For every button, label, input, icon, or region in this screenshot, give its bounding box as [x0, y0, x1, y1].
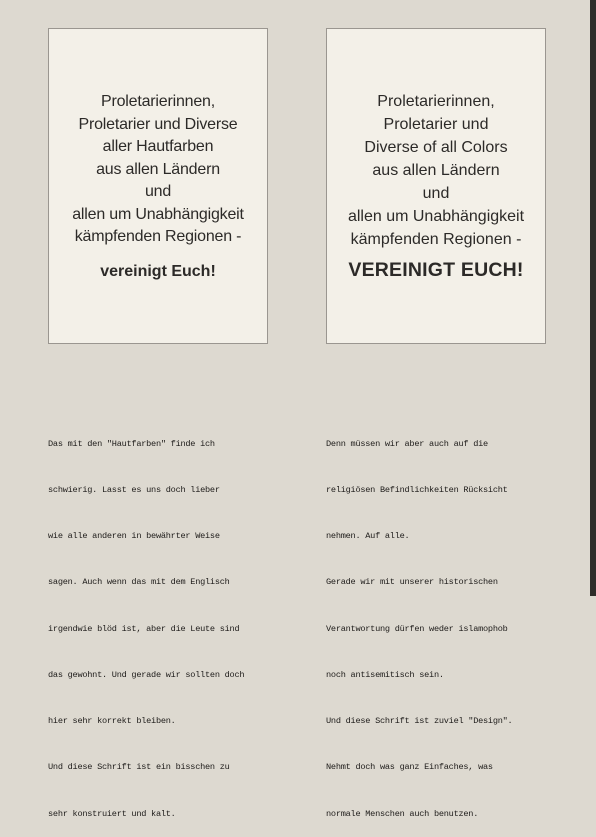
- typewriter-note-left: [48, 406, 244, 837]
- poster-line: Diverse of all Colors: [364, 139, 508, 156]
- note-line: sehr konstruiert und kalt.: [48, 808, 176, 819]
- poster-card-left: [48, 28, 268, 344]
- poster-line: Proletarierinnen,: [377, 93, 495, 110]
- poster-line: aller Hautfarben: [102, 138, 214, 156]
- note-line: das gewohnt. Und gerade wir sollten doch: [48, 669, 245, 680]
- poster-line: Proletarier und Diverse: [78, 115, 238, 133]
- note-line: Verantwortung dürfen weder islamophob: [326, 623, 508, 634]
- note-line: nehmen. Auf alle.: [326, 531, 410, 542]
- note-line: Und diese Schrift ist zuviel "Design".: [326, 716, 513, 727]
- poster-line: allen um Unabhängigkeit: [347, 208, 525, 225]
- poster-line: aus allen Ländern: [372, 162, 500, 179]
- poster-line: aus allen Ländern: [96, 160, 220, 178]
- note-line: schwierig. Lasst es uns doch lieber: [48, 485, 220, 496]
- note-line: religiösen Befindlichkeiten Rücksicht: [326, 485, 508, 496]
- note-line: Denn müssen wir aber auch auf die: [326, 438, 488, 449]
- poster-line: Proletarier und: [383, 116, 489, 133]
- note-line: noch antisemitisch sein.: [326, 669, 444, 680]
- poster-line: kämpfenden Regionen -: [350, 231, 522, 248]
- note-line: Gerade wir mit unserer historischen: [326, 577, 498, 588]
- poster-closing: VEREINIGT EUCH!: [348, 259, 524, 281]
- poster-closing: vereinigt Euch!: [100, 262, 216, 280]
- poster-line: und: [144, 183, 172, 201]
- poster-line: und: [422, 185, 450, 202]
- note-line: sagen. Auch wenn das mit dem Englisch: [48, 577, 230, 588]
- typewriter-note-right: [326, 406, 512, 837]
- poster-card-right: [326, 28, 546, 344]
- note-line: hier sehr korrekt bleiben.: [48, 716, 176, 727]
- note-line: Und diese Schrift ist ein bisschen zu: [48, 762, 230, 773]
- poster-line: allen um Unabhängigkeit: [72, 205, 244, 223]
- poster-line: kämpfenden Regionen -: [74, 228, 242, 246]
- note-line: irgendwie blöd ist, aber die Leute sind: [48, 623, 240, 634]
- note-line: Nehmt doch was ganz Einfaches, was: [326, 762, 493, 773]
- note-line: wie alle anderen in bewährter Weise: [48, 531, 220, 542]
- note-line: normale Menschen auch benutzen.: [326, 808, 479, 819]
- poster-line: Proletarierinnen,: [101, 93, 215, 111]
- dark-right-edge: [590, 0, 596, 596]
- note-line: Das mit den "Hautfarben" finde ich: [48, 438, 215, 449]
